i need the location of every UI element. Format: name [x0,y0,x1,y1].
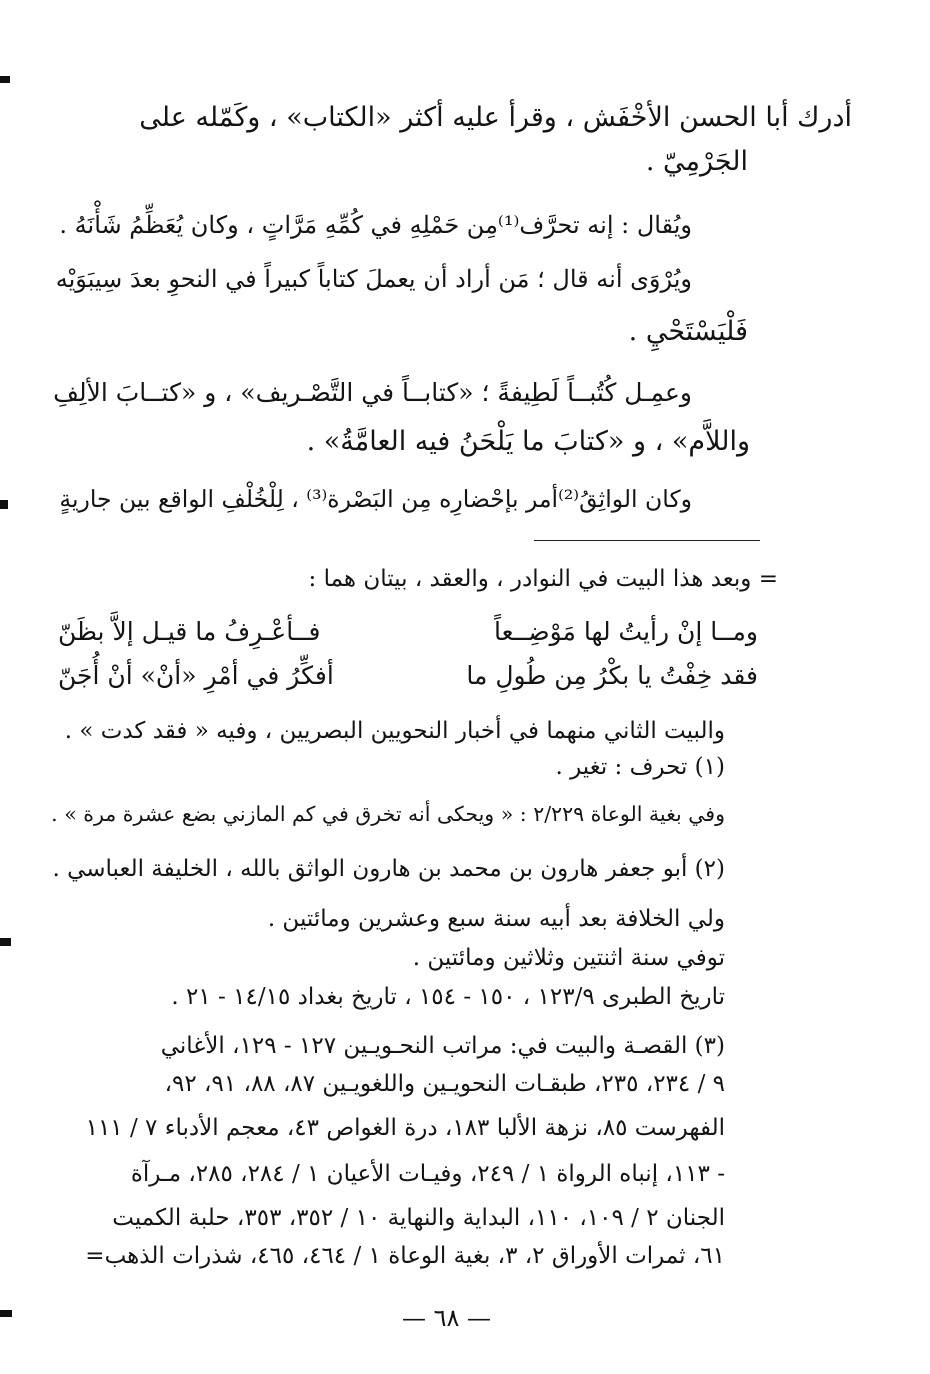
main-line: فَلْيَسْتَحْيِ . [628,316,748,347]
verse-hemistich-left: فــأعْـرِفُ ما قيـل إلاَّ بظَنّ [58,617,321,646]
edge-mark [0,76,10,83]
main-line: أدرك أبا الحسن الأخْفَش ، وقرأ عليه أكثر «الكتاب» ، وكَمّله على [139,102,852,133]
edge-mark [0,938,11,946]
footnote-separator [534,540,760,541]
page-number: — ٦٨ — [402,1304,492,1332]
main-line: ويُقال : إنه تحرَّف⁽¹⁾مِن حَمْلِهِ في كُمِّهِ مَرَّاتٍ ، وكان يُعَظِّمُ شَأْنَهُ . [59,211,692,239]
footnote-line: تاريخ الطبرى ١٢٣/٩ ، ١٥٠ - ١٥٤ ، تاريخ بغداد ١٤/١٥ - ٢١ . [171,984,725,1010]
main-line: واللاَّم» ، و «كتابَ ما يَلْحَنُ فيه العامَّةُ» . [306,426,750,457]
verse-line [58,619,758,651]
footnote-intro: = وبعد هذا البيت في النوادر ، والعقد ، بيتان هما : [308,566,778,592]
footnote-line: ٦١، ثمرات الأوراق ٢، ٣، بغية الوعاة ١ / ٤٦٤، ٤٦٥، شذرات الذهب= [85,1243,725,1269]
footnote-line: ولي الخلافة بعد أبيه سنة سبع وعشرين ومائتين . [267,906,725,932]
footnote-line: توفي سنة اثنتين وثلاثين ومائتين . [412,945,725,971]
main-line: الجَرْمِيّ . [645,146,748,177]
verse-hemistich-right: ومــا إنْ رأيتُ لها مَوْضِــعاً [494,617,758,646]
main-line: ويُرْوَى أنه قال ؛ مَن أراد أن يعملَ كتاباً كبيراً في النحوِ بعدَ سِيبَوَيْه [55,265,692,293]
footnote-line: (٣) القصـة والبيت في: مراتب النحـويـين ١٢٧ - ١٢٩، الأغاني [160,1033,725,1059]
footnote-line: الفهرست ٨٥، نزهة الألبا ١٨٣، درة الغواص ٤٣، معجم الأدباء ٧ / ١١١ [85,1115,725,1141]
footnote-line: ٩ / ٢٣٤، ٢٣٥، طبقـات النحويـين واللغويـين ٨٧، ٨٨، ٩١، ٩٢، [164,1071,725,1097]
main-line: وكان الواثِقُ⁽²⁾أمر بإحْضارِه مِن البَصْرة⁽³⁾ ، لِلْخُلْفِ الواقع بين جاريةٍ [59,485,692,513]
edge-mark [0,500,8,509]
verse-hemistich-left: أفكِّرُ في أمْرِ «أنْ» أنْ أُجَنّ [58,661,334,690]
footnote-line: (١) تحرف : تغير . [555,754,725,780]
main-line: وعمِـل كُتُبــاً لَطِيفةً ؛ «كتابــاً في التَّصْـريف» ، و «كتــابَ الألِفِ [53,378,692,407]
edge-mark [0,1310,12,1317]
footnote-line: وفي بغية الوعاة ٢/٢٢٩ : « ويحكى أنه تخرق في كم المازني بضع عشرة مرة » . [51,802,725,826]
footnote-line: الجنان ٢ / ١٠٩، ١١٠، البداية والنهاية ١٠ / ٣٥٢، ٣٥٣، حلبة الكميت [112,1205,725,1231]
verse-line [58,663,758,695]
footnote-line: والبيت الثاني منهما في أخبار النحويين البصريين ، وفيه « فقد كدت » . [64,718,725,744]
footnote-line: (٢) أبو جعفر هارون بن محمد بن هارون الواثق بالله ، الخليفة العباسي . [52,856,725,882]
footnote-line: - ١١٣، إنباه الرواة ١ / ٢٤٩، وفيـات الأعيان ١ / ٢٨٤، ٢٨٥، مـرآة [130,1161,725,1187]
verse-hemistich-right: فقد خِفْتُ يا بكْرُ مِن طُولِ ما [466,661,758,690]
